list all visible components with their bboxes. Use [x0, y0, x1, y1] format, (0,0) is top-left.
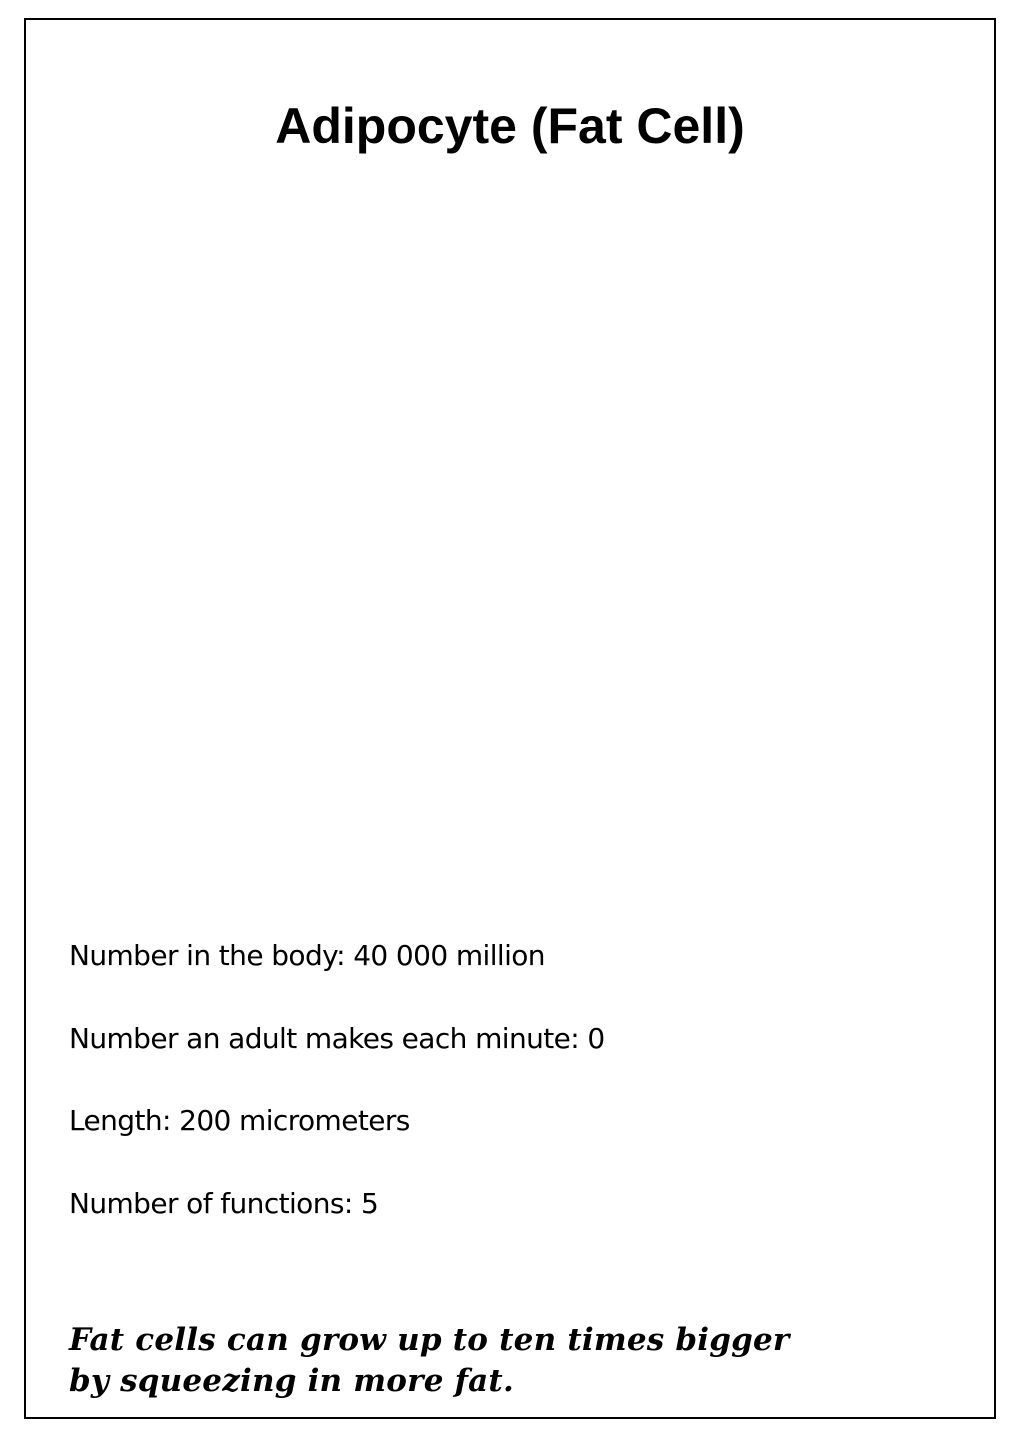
stat-number-of-functions: Number of functions: 5	[69, 1186, 379, 1220]
stat-number-in-body: Number in the body: 40 000 million	[69, 939, 545, 972]
stat-length: Length: 200 micrometers	[69, 1104, 410, 1137]
stat-made-per-minute: Number an adult makes each minute: 0	[69, 1021, 605, 1055]
fact-card	[24, 18, 996, 1419]
stats-list	[69, 936, 605, 1266]
fun-fact-line-2: by squeezing in more fat.	[69, 1363, 514, 1399]
cell-image-area	[70, 180, 950, 920]
card-title: Adipocyte (Fat Cell)	[275, 98, 745, 154]
fun-fact	[69, 1320, 949, 1402]
fun-fact-line-1: Fat cells can grow up to ten times bigger	[69, 1322, 790, 1358]
